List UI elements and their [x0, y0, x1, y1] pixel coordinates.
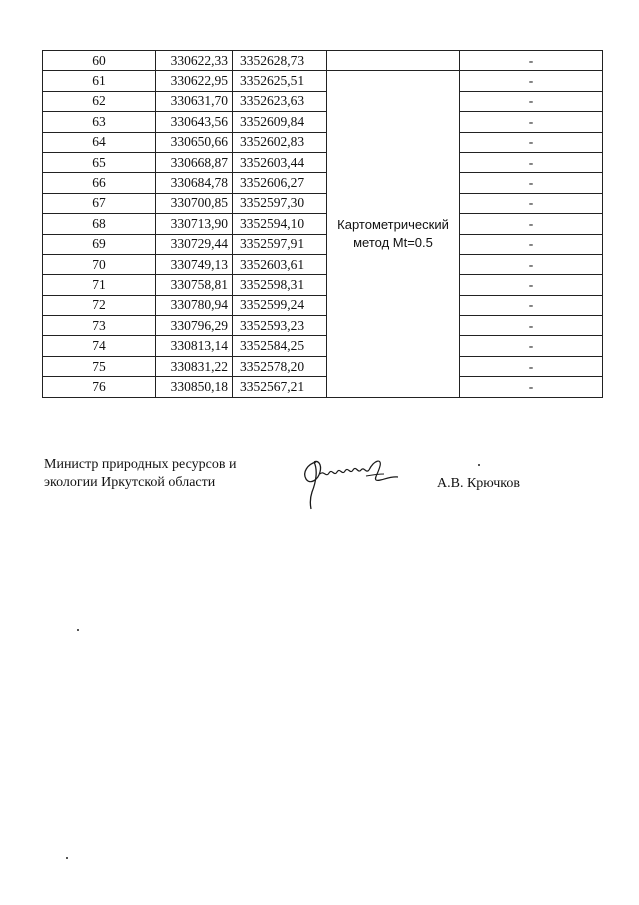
signer-position: Министр природных ресурсов и экологии Иркутской области [44, 457, 237, 490]
table-row [43, 193, 603, 213]
table-row [43, 214, 603, 234]
y-coordinate-cell: 3352599,24 [233, 295, 327, 315]
note-cell: - [460, 132, 603, 152]
y-coordinate-cell: 3352625,51 [233, 71, 327, 91]
point-number-cell: 69 [43, 234, 156, 254]
note-cell: - [460, 295, 603, 315]
y-coordinate-cell: 3352623,63 [233, 91, 327, 111]
point-number-cell: 67 [43, 193, 156, 213]
scan-speck [66, 857, 68, 859]
coordinates-table-body [43, 51, 603, 398]
table-row [43, 51, 603, 71]
x-coordinate-cell: 330780,94 [156, 295, 233, 315]
method-empty-cell [327, 51, 460, 71]
y-coordinate-cell: 3352567,21 [233, 377, 327, 397]
table-row [43, 377, 603, 397]
table-row [43, 336, 603, 356]
point-number-cell: 70 [43, 254, 156, 274]
x-coordinate-cell: 330622,33 [156, 51, 233, 71]
point-number-cell: 63 [43, 112, 156, 132]
point-number-cell: 64 [43, 132, 156, 152]
table-row [43, 254, 603, 274]
note-cell: - [460, 51, 603, 71]
table-row [43, 173, 603, 193]
x-coordinate-cell: 330713,90 [156, 214, 233, 234]
note-cell: - [460, 254, 603, 274]
y-coordinate-cell: 3352628,73 [233, 51, 327, 71]
y-coordinate-cell: 3352597,30 [233, 193, 327, 213]
point-number-cell: 66 [43, 173, 156, 193]
scan-speck [77, 629, 79, 631]
note-cell: - [460, 91, 603, 111]
coordinates-table [42, 50, 603, 398]
x-coordinate-cell: 330850,18 [156, 377, 233, 397]
note-cell: - [460, 336, 603, 356]
x-coordinate-cell: 330668,87 [156, 152, 233, 172]
note-cell: - [460, 316, 603, 336]
y-coordinate-cell: 3352609,84 [233, 112, 327, 132]
table-row [43, 91, 603, 111]
table-row [43, 356, 603, 376]
note-cell: - [460, 152, 603, 172]
x-coordinate-cell: 330813,14 [156, 336, 233, 356]
table-row [43, 295, 603, 315]
x-coordinate-cell: 330758,81 [156, 275, 233, 295]
signature-block [44, 456, 604, 526]
point-number-cell: 62 [43, 91, 156, 111]
x-coordinate-cell: 330643,56 [156, 112, 233, 132]
method-cell: Картометрический метод Mt=0.5 [327, 71, 460, 397]
y-coordinate-cell: 3352606,27 [233, 173, 327, 193]
y-coordinate-cell: 3352594,10 [233, 214, 327, 234]
y-coordinate-cell: 3352593,23 [233, 316, 327, 336]
table-row [43, 132, 603, 152]
x-coordinate-cell: 330831,22 [156, 356, 233, 376]
x-coordinate-cell: 330622,95 [156, 71, 233, 91]
point-number-cell: 71 [43, 275, 156, 295]
note-cell: - [460, 377, 603, 397]
x-coordinate-cell: 330729,44 [156, 234, 233, 254]
note-cell: - [460, 173, 603, 193]
y-coordinate-cell: 3352598,31 [233, 275, 327, 295]
point-number-cell: 72 [43, 295, 156, 315]
y-coordinate-cell: 3352597,91 [233, 234, 327, 254]
y-coordinate-cell: 3352602,83 [233, 132, 327, 152]
point-number-cell: 68 [43, 214, 156, 234]
note-cell: - [460, 193, 603, 213]
scan-speck [478, 464, 480, 466]
table-row [43, 275, 603, 295]
note-cell: - [460, 71, 603, 91]
table-row [43, 234, 603, 254]
point-number-cell: 60 [43, 51, 156, 71]
table-row [43, 316, 603, 336]
note-cell: - [460, 112, 603, 132]
y-coordinate-cell: 3352578,20 [233, 356, 327, 376]
point-number-cell: 75 [43, 356, 156, 376]
x-coordinate-cell: 330700,85 [156, 193, 233, 213]
table-row [43, 71, 603, 91]
x-coordinate-cell: 330796,29 [156, 316, 233, 336]
point-number-cell: 76 [43, 377, 156, 397]
y-coordinate-cell: 3352603,61 [233, 254, 327, 274]
table-row [43, 152, 603, 172]
signer-name: А.В. Крючков [437, 476, 520, 491]
point-number-cell: 74 [43, 336, 156, 356]
y-coordinate-cell: 3352584,25 [233, 336, 327, 356]
x-coordinate-cell: 330650,66 [156, 132, 233, 152]
x-coordinate-cell: 330684,78 [156, 173, 233, 193]
x-coordinate-cell: 330631,70 [156, 91, 233, 111]
handwritten-signature-icon [294, 452, 404, 512]
point-number-cell: 73 [43, 316, 156, 336]
y-coordinate-cell: 3352603,44 [233, 152, 327, 172]
point-number-cell: 61 [43, 71, 156, 91]
note-cell: - [460, 214, 603, 234]
point-number-cell: 65 [43, 152, 156, 172]
note-cell: - [460, 234, 603, 254]
note-cell: - [460, 275, 603, 295]
table-row [43, 112, 603, 132]
x-coordinate-cell: 330749,13 [156, 254, 233, 274]
note-cell: - [460, 356, 603, 376]
